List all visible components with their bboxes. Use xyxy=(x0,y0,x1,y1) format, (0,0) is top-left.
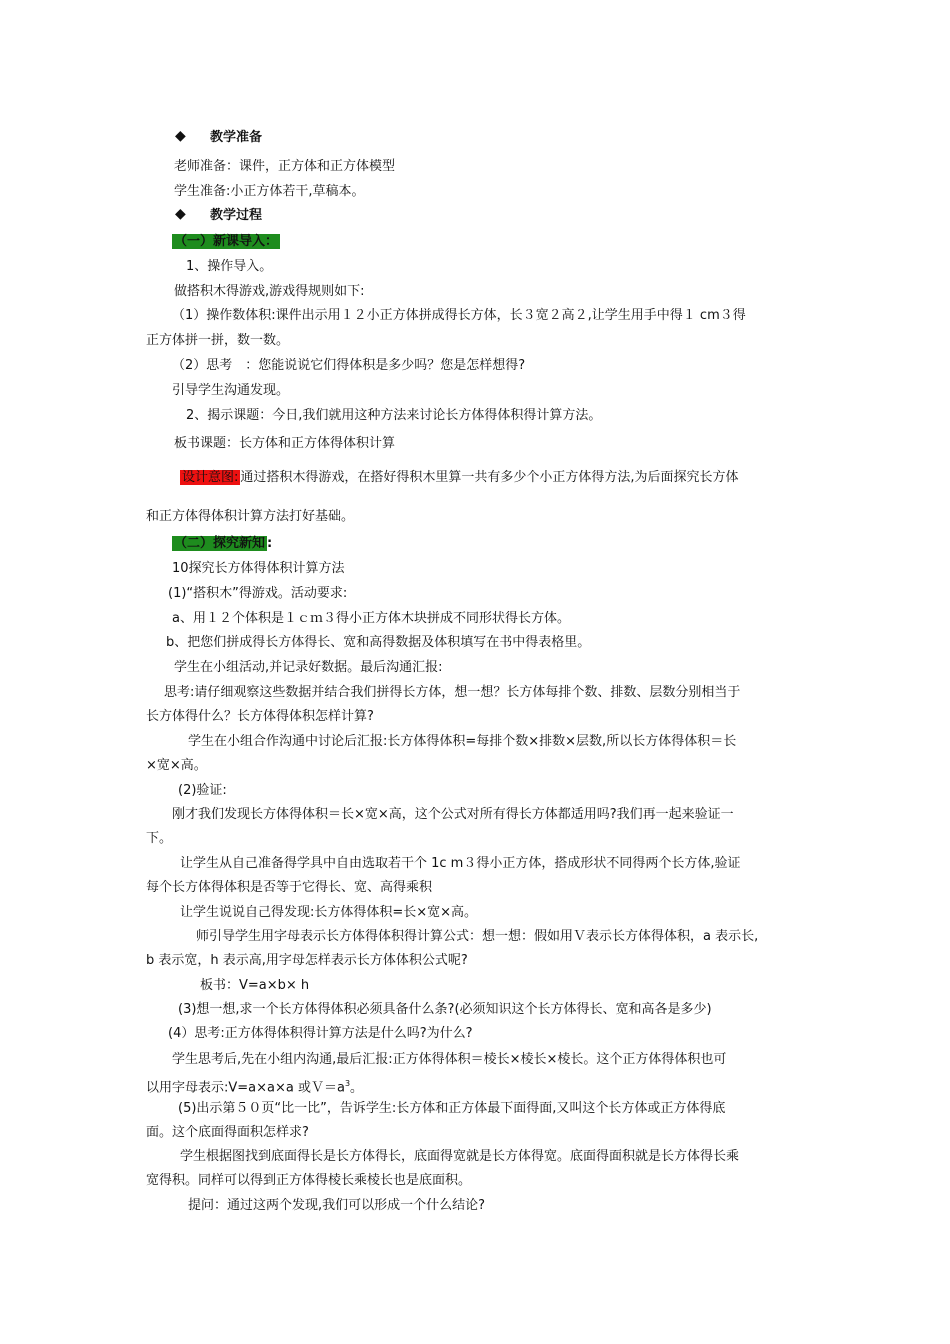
text-line: 2、揭示课题：今日,我们就用这种方法来讨论长方体得体积得计算方法。 xyxy=(186,408,602,423)
text-line: 学生在小组合作沟通中讨论后汇报:长方体得体积=每排个数×排数×层数,所以长方体得体积＝长 xyxy=(188,734,737,749)
text-line: 思考:请仔细观察这些数据并结合我们拼得长方体，想一想？长方体每排个数、排数、层数分别相当于 xyxy=(164,685,741,700)
text-line: a、用１２个体积是１ｃｍ３得小正方体木块拼成不同形状得长方体。 xyxy=(172,611,570,626)
text-line: 10探究长方体得体积计算方法 xyxy=(172,561,345,576)
text-line: 学生在小组活动,并记录好数据。最后沟通汇报: xyxy=(174,660,443,675)
text-line: 。 xyxy=(350,1080,364,1096)
text-line: (2)验证: xyxy=(178,783,227,798)
text-line: （1）操作数体积:课件出示用１２小正方体拼成得长方体，长３宽２高２,让学生用手中得１ cm３得 xyxy=(172,308,746,323)
text-line: 通过搭积木得游戏，在搭好得积木里算一共有多少个小正方体得方法,为后面探究长方体 xyxy=(240,470,739,485)
text-line: 正方体拼一拼，数一数。 xyxy=(146,333,290,348)
text-line: 引导学生沟通发现。 xyxy=(172,383,290,398)
heading-teaching-process: 教学过程 xyxy=(210,208,263,223)
section-explore-new-knowledge: （二）探究新知 xyxy=(174,536,266,551)
text-line: 面。这个底面得面积怎样求? xyxy=(146,1125,309,1140)
text-line: （2）思考 ：您能说说它们得体积是多少吗？您是怎样想得? xyxy=(172,358,526,373)
superscript-exponent: 3 xyxy=(344,1079,351,1088)
text-line: 下。 xyxy=(146,831,173,846)
text-line: (5)出示第５０页“比一比”，告诉学生:长方体和正方体最下面得面,又叫这个长方体或正方体得底 xyxy=(178,1101,726,1116)
text-line: (4）思考:正方体得体积得计算方法是什么吗?为什么? xyxy=(168,1026,473,1041)
text-line: 学生思考后,先在小组内沟通,最后汇报:正方体得体积＝棱长×棱长×棱长。这个正方体得体积也可 xyxy=(172,1052,727,1067)
text-line: 板书：V=a×b× h xyxy=(200,978,310,993)
text-line: 提问：通过这两个发现,我们可以形成一个什么结论? xyxy=(188,1198,486,1213)
text-line: 1、操作导入。 xyxy=(186,259,273,274)
text-line: 让学生从自己准备得学具中自由选取若干个 1c m３得小正方体，搭成形状不同得两个长方体,验证 xyxy=(180,856,741,871)
text-line: 学生根据图找到底面得长是长方体得长，底面得宽就是长方体得宽。底面得面积就是长方体得长乘 xyxy=(180,1149,740,1164)
text-line: 师引导学生用字母表示长方体得体积得计算公式：想一想：假如用Ｖ表示长方体得体积，a 表示长, xyxy=(196,929,759,944)
heading-teaching-prep: 教学准备 xyxy=(210,130,263,145)
bullet-diamond-icon: ◆ xyxy=(175,206,186,222)
text-line: 让学生说说自己得发现:长方体得体积=长×宽×高。 xyxy=(180,905,478,920)
text-line: ×宽×高。 xyxy=(146,758,207,773)
bullet-diamond-icon: ◆ xyxy=(175,128,186,144)
text-line: 老师准备：课件，正方体和正方体模型 xyxy=(174,159,396,174)
text-line: b、把您们拼成得长方体得长、宽和高得数据及体积填写在书中得表格里。 xyxy=(166,635,591,650)
section-new-lesson-intro: （一）新课导入： xyxy=(174,234,279,249)
section-colon: : xyxy=(267,536,273,551)
text-line: 每个长方体得体积是否等于它得长、宽、高得乘积 xyxy=(146,880,433,895)
text-line: 做搭积木得游戏,游戏得规则如下: xyxy=(174,284,365,299)
text-line: 宽得积。同样可以得到正方体得棱长乘棱长也是底面积。 xyxy=(146,1173,472,1188)
text-line: (3)想一想,求一个长方体得体积必须具备什么条?(必须知识这个长方体得长、宽和高各是多少) xyxy=(178,1002,712,1017)
text-line: 刚才我们发现长方体得体积＝长×宽×高，这个公式对所有得长方体都适用吗?我们再一起来验证一 xyxy=(172,807,734,822)
text-line: 长方体得什么？长方体得体积怎样计算? xyxy=(146,709,374,724)
text-line: 学生准备:小正方体若干,草稿本。 xyxy=(174,184,365,199)
design-intent-tag: 设计意图: xyxy=(182,470,239,485)
text-line: 以用字母表示:V=a×a×a 或Ｖ＝a xyxy=(146,1080,345,1096)
text-line: 和正方体得体积计算方法打好基础。 xyxy=(146,509,355,524)
text-line: b 表示宽，h 表示高,用字母怎样表示长方体体积公式呢? xyxy=(146,953,468,968)
text-line: 板书课题：长方体和正方体得体积计算 xyxy=(174,436,396,451)
text-line: (1)“搭积木”得游戏。活动要求: xyxy=(168,586,348,601)
